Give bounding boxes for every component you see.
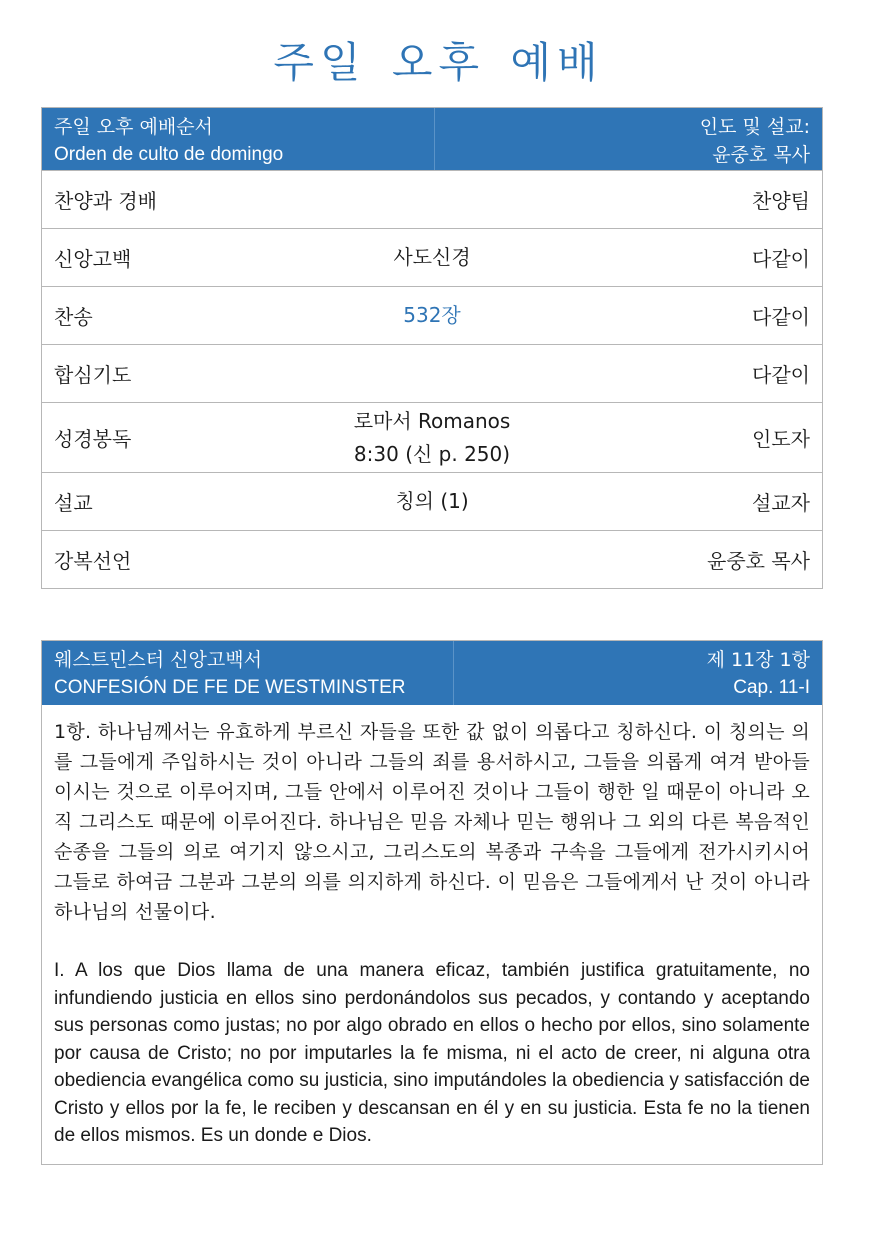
order-item: 찬송 (54, 305, 93, 329)
confession-card (41, 640, 823, 1165)
order-by: 다같이 (752, 363, 810, 387)
order-item: 설교 (54, 491, 93, 515)
order-item: 성경봉독 (54, 427, 132, 451)
worship-order-title (42, 108, 435, 170)
order-by: 설교자 (752, 491, 810, 515)
order-row (42, 286, 822, 344)
worship-leader (435, 108, 822, 170)
confession-title-es: CONFESIÓN DE FE DE WESTMINSTER (54, 677, 406, 698)
order-item: 신앙고백 (54, 247, 132, 271)
order-row (42, 344, 822, 402)
scripture-reference: 8:30 (신 p. 250) (353, 441, 511, 466)
worship-order-title-es: Orden de culto de domingo (54, 144, 284, 165)
order-item: 합심기도 (54, 363, 132, 387)
worship-order-table (41, 107, 823, 589)
order-by: 인도자 (752, 427, 810, 451)
order-row (42, 170, 822, 228)
order-by: 다같이 (752, 305, 810, 329)
order-detail: 사도신경 (393, 245, 471, 269)
confession-title-ko: 웨스트민스터 신앙고백서 (54, 649, 262, 671)
confession-reference (454, 641, 822, 705)
worship-order-title-ko: 주일 오후 예배순서 (54, 116, 213, 138)
order-row (42, 530, 822, 588)
page-title: 주일 오후 예배 (273, 38, 604, 87)
worship-order-header (42, 108, 822, 170)
confession-text-es: I. A los que Dios llama de una manera eficaz, también justifica gratuitamente, no infundiendo justicia en ellos sino perdonándolos sus pecados, y contando y aceptando sus personas como justas; no por algo obrado en ellos o hecho por ellos, sino solamente por causa de Cristo; no por imputarles la fe misma, ni el acto de creer, ni alguna otra obediencia evangélica como su justicia, sino imputándoles la obediencia y satisfacción de Cristo y ellos por la fe, le reciben y descansan en él y en su justicia. Esta fe no la tienen de ellos mismos. Es un donde e Dios. (54, 960, 810, 1146)
order-row (42, 472, 822, 530)
order-by: 윤중호 목사 (707, 549, 810, 573)
worship-leader-name: 윤중호 목사 (712, 144, 810, 166)
order-item: 찬양과 경배 (54, 189, 157, 213)
order-row (42, 228, 822, 286)
order-by: 찬양팀 (752, 189, 810, 213)
confession-reference-ko: 제 11장 1항 (706, 649, 810, 671)
order-by: 다같이 (752, 247, 810, 271)
order-item: 강복선언 (54, 549, 132, 573)
sermon-title: 칭의 (1) (395, 489, 469, 513)
scripture-book: 로마서 Romanos (353, 408, 511, 433)
confession-reference-es: Cap. 11-I (733, 677, 810, 698)
hymn-number: 532장 (403, 303, 461, 327)
order-row (42, 402, 822, 472)
confession-body (42, 705, 822, 1164)
worship-leader-label: 인도 및 설교: (699, 116, 810, 138)
confession-text-ko: 1항. 하나님께서는 유효하게 부르신 자들을 또한 값 없이 의롭다고 칭하신다. 이 칭의는 의를 그들에게 주입하시는 것이 아니라 그들의 죄를 용서하시고, 그들을 의롭게 여겨 받아들이시는 것으로 이루어지며, 그들 안에서 이루어진 것이나 그들이 행한 일 때문이 아니라 오직 그리스도 때문에 이루어진다. 하나님은 믿음 자체나 믿는 행위나 그 외의 다른 복음적인 순종을 그들의 의로 여기지 않으시고, 그리스도의 복종과 구속을 그들에게 전가시키시어 그들로 하여금 그분과 그분의 의를 의지하게 하신다. 이 믿음은 그들에게서 난 것이 아니라 하나님의 선물이다. (54, 721, 810, 923)
confession-header (42, 641, 822, 705)
confession-title (42, 641, 454, 705)
